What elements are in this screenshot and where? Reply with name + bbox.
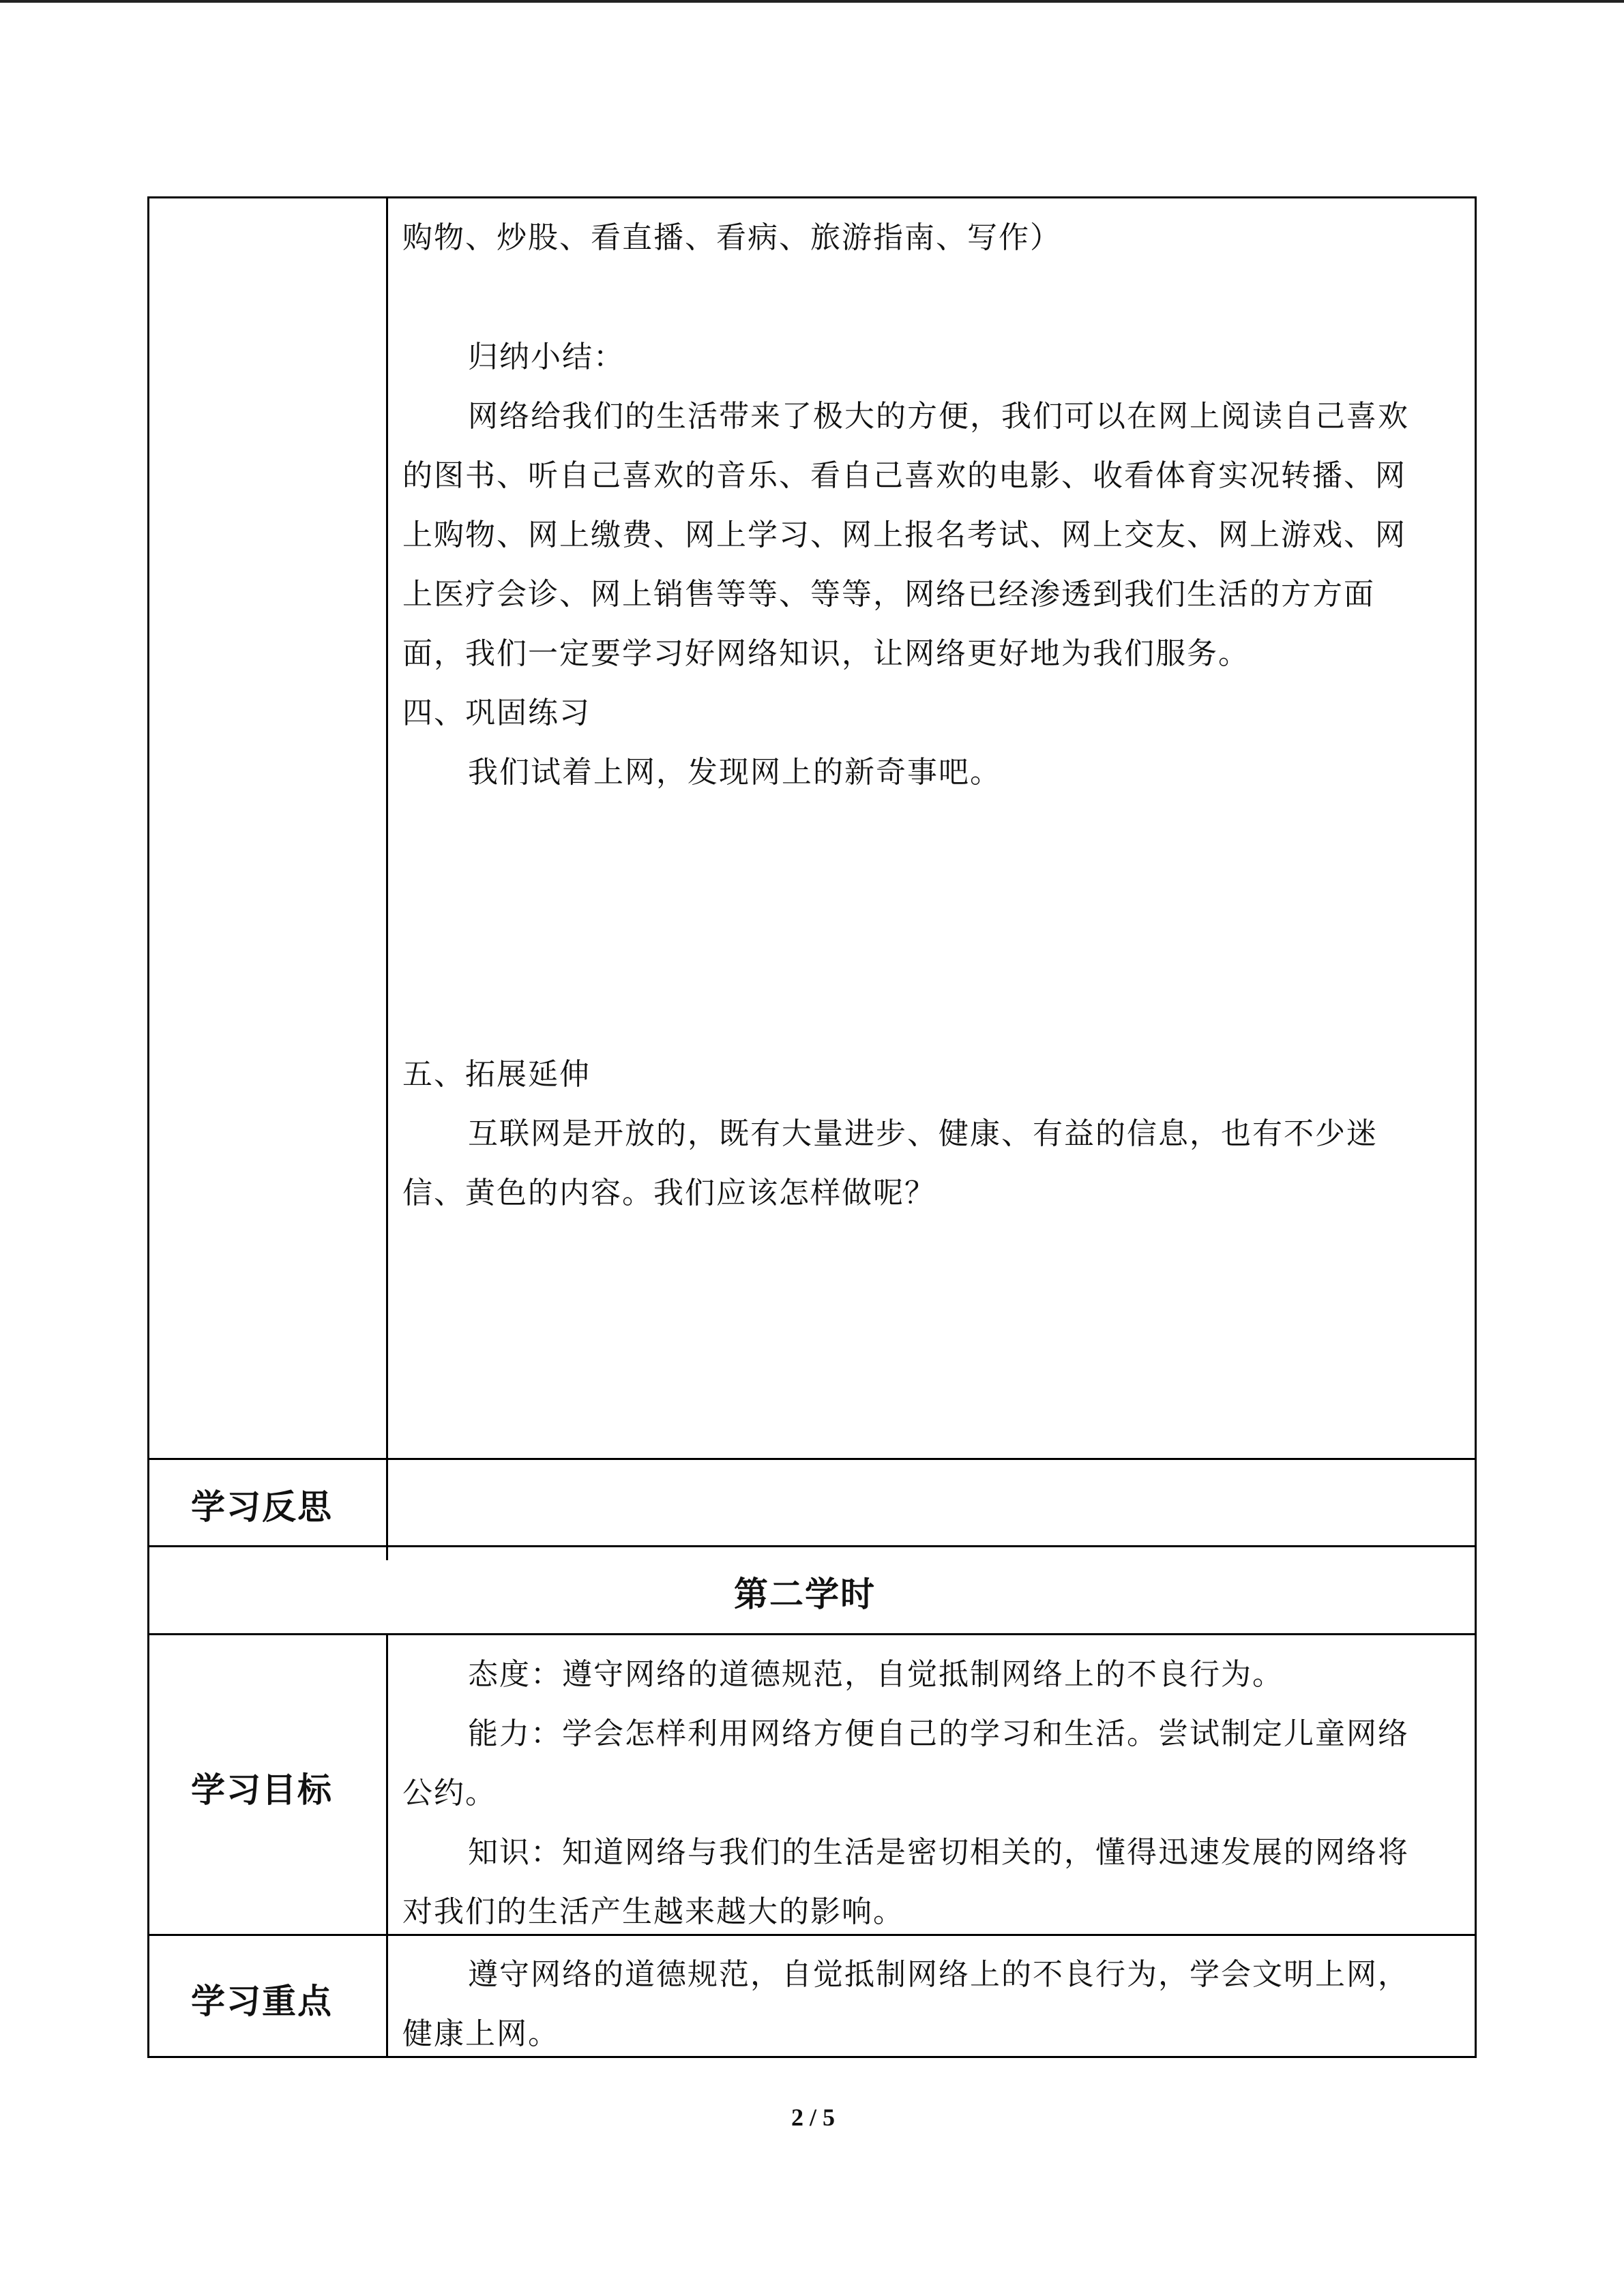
key-points-label: 学习重点 [191,1982,333,2021]
objective-line: 知识：知道网络与我们的生活是密切相关的，懂得迅速发展的网络将 [468,1835,1409,1870]
summary-line: 网络给我们的生活带来了极大的方便，我们可以在网上阅读自己喜欢 [468,399,1409,434]
reflection-content [402,1473,1460,1527]
objective-line: 公约。 [402,1776,497,1810]
column-divider-2 [386,1635,388,2058]
second-period-title: 第二学时 [734,1575,876,1614]
summary-title: 归纳小结： [468,340,625,374]
section5-line: 信、黄色的内容。我们应该怎样做呢？ [402,1176,936,1210]
objective-line: 对我们的生活产生越来越大的影响。 [402,1894,904,1929]
key-point-line: 遵守网络的道德规范，自觉抵制网络上的不良行为，学会文明上网， [468,1957,1409,1992]
summary-line: 上医疗会诊、网上销售等等、等等，网络已经渗透到我们生活的方方面 [402,577,1375,612]
reflection-label: 学习反思 [191,1487,333,1527]
section4-title: 四、巩固练习 [402,696,591,730]
page-number: 2 / 5 [791,2104,836,2131]
text-line: 购物、炒股、看直播、看病、旅游指南、写作） [402,220,1061,255]
summary-line: 上购物、网上缴费、网上学习、网上报名考试、网上交友、网上游戏、网 [402,518,1406,552]
summary-line: 的图书、听自己喜欢的音乐、看自己喜欢的电影、收看体育实况转播、网 [402,458,1406,493]
row-divider-second-period [147,1545,1477,1547]
row-divider-reflection [147,1458,1477,1460]
table-border-top [147,196,1477,198]
table-border-left [147,196,149,2058]
key-point-line: 健康上网。 [402,2016,559,2051]
column-divider-1 [386,196,388,1560]
section5-title: 五、拓展延伸 [402,1057,591,1092]
page-top-border [0,0,1624,3]
row-divider-objectives [147,1633,1477,1635]
table-border-right [1475,196,1477,2058]
section4-text: 我们试着上网，发现网上的新奇事吧。 [468,755,1001,790]
objectives-label: 学习目标 [191,1770,333,1810]
summary-line: 面，我们一定要学习好网络知识，让网络更好地为我们服务。 [402,636,1250,671]
section5-line: 互联网是开放的，既有大量进步、健康、有益的信息，也有不少迷 [468,1116,1378,1151]
table-border-bottom [147,2056,1477,2058]
objective-line: 能力：学会怎样利用网络方便自己的学习和生活。尝试制定儿童网络 [468,1716,1409,1751]
objective-line: 态度：遵守网络的道德规范，自觉抵制网络上的不良行为。 [468,1657,1284,1692]
